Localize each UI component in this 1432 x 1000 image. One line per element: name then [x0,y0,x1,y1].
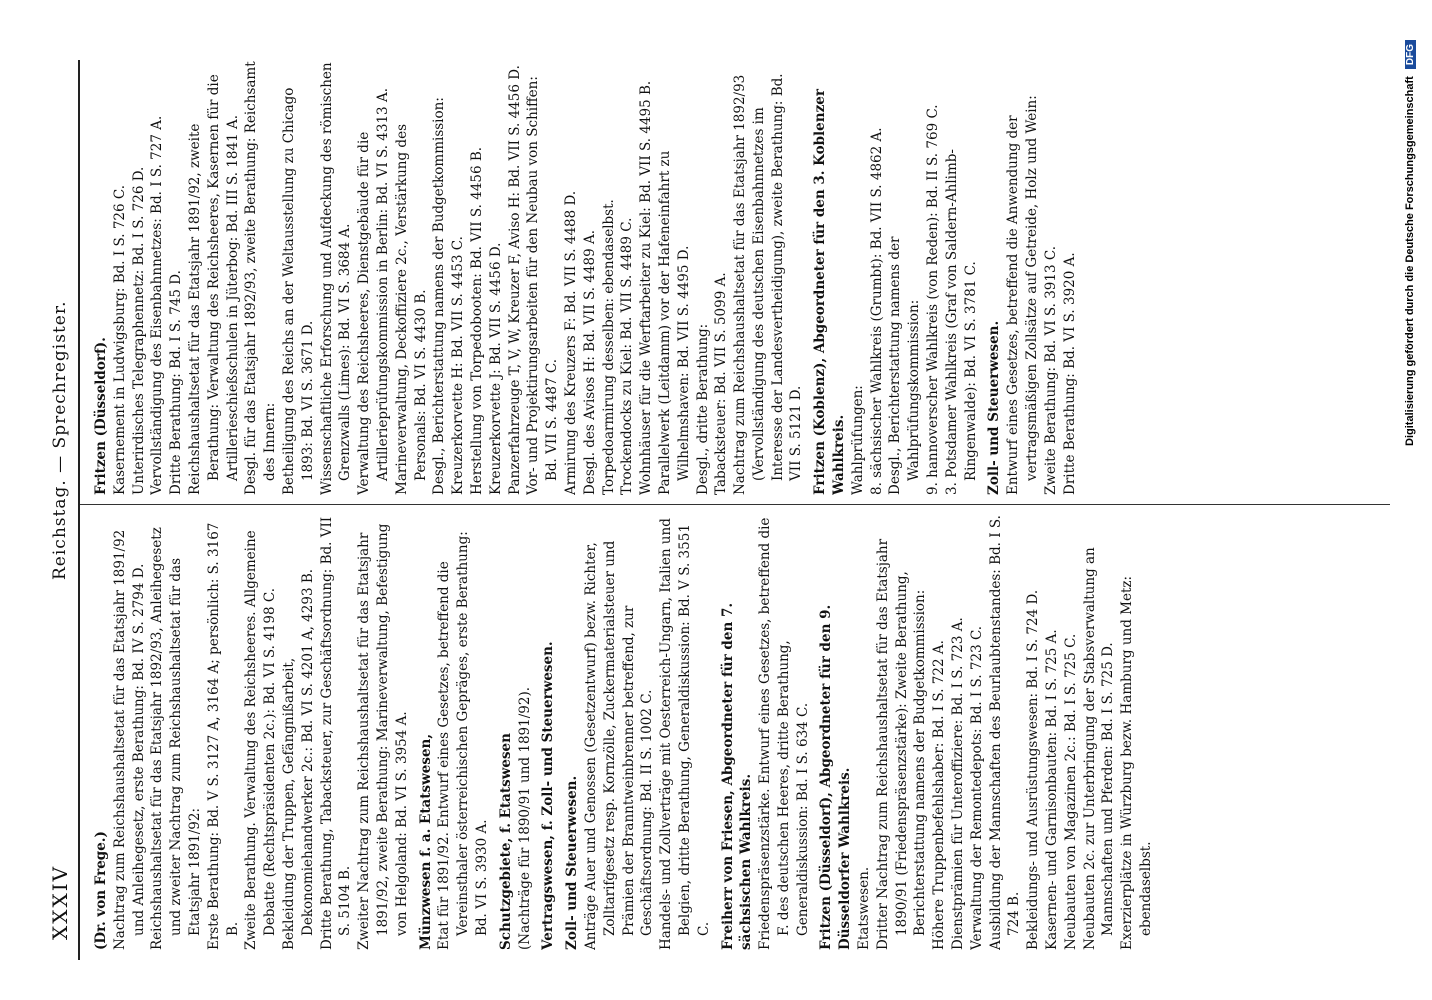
entry-line: Neubauten 2c. zur Unterbringung der Stabsverwaltung an Mannschaften und Pferden: Bd. I S. 725 D. [1081,547,1117,950]
entry-heading: Zoll- und Steuerwesen. [986,320,1003,495]
entry-line: Neubauten von Magazinen 2c.: Bd. I S. 725 C. [1062,633,1079,950]
register-entry [92,510,412,950]
entry-heading: Fritzen (Koblenz), Abgeordneter für den 3. Koblenzer Wahlkreis. [812,89,848,495]
entry-line: Vervollständigung des Eisenbahnnetzes: Bd. I S. 727 A. [149,115,166,495]
entry-line: Kreuzerkorvette J: Bd. VII S. 4456 D. [487,242,504,495]
register-entry [811,55,980,495]
entry-line: Ausbildung der Mannschaften des Beurlaubtenstandes: Bd. I S. 724 B. [987,515,1023,950]
digitization-footer [1404,0,1424,1000]
register-entry [817,510,1155,950]
page-number: XXXIV [48,864,72,940]
entry-line: Höhere Truppenbefehlshaber: Bd. I S. 722 A. [931,640,948,950]
entry-line: Desgl. für das Etatsjahr 1892/93, zweite Berathung: Reichsamt des Innern: [243,61,279,495]
entry-line: Etatswesen. [856,866,873,950]
entry-line: Dritte Berathung: Bd. I S. 745 D. [168,270,185,495]
entry-line: Zweite Berathung: Bd. VI S. 3913 C. [1042,245,1059,495]
entry-line: (Nachträge für 1890/91 und 1891/92). [516,686,533,950]
entry-line: Parallelwerk (Leitdamm) vor der Hafeneinfahrt zu Wilhelmshaven: Bd. VII S. 4495 D. [656,150,692,495]
register-entry [92,55,806,495]
entry-line: Dritte Berathung: Bd. VI S. 3920 A. [1061,252,1078,495]
entry-line: Wahlprüfungen: [849,385,866,495]
register-entry [539,510,558,950]
register-entry [985,55,1079,495]
entry-line: Herstellung von Torpedobooten: Bd. VII S. 4456 B. [468,146,485,495]
entry-line: Trockendocks zu Kiel: Bd. VII S. 4489 C. [619,217,636,495]
entry-line: Zweiter Nachtrag zum Reichshaushaltsetat für das Etatsjahr 1891/92, zweite Berathung: Marineverwaltung, Befestigung von Helgoland: Bd. VI S. 3954 A. [356,523,410,950]
entry-line: Etat für 1891/92. Entwurf eines Gesetzes, betreffend die Vereinsthaler österreichischen Gepräges, erste Berathung: Bd. VI S. 3930 A. [436,531,490,950]
entry-line: Marineverwaltung, Deckoffiziere 2c., Verstärkung des Personals: Bd. VI S. 4430 B. [393,124,429,495]
entry-line: Torpedoarmirung desselben: ebendaselbst. [600,199,617,495]
entry-line: Armirung des Kreuzers F: Bd. VII S. 4488 D. [562,190,579,495]
entry-line: Desgl., Berichterstattung namens der Wahlprüfungskommission: [887,236,923,495]
entry-line: Nachtrag zum Reichshaushaltsetat für das Etatsjahr 1892/93 (Vervollständigung des deutschen Eisenbahnnetzes im Interesse der Landesvertheidigung), zweite Berathung: Bd. VII S. 5121 D. [732,73,805,495]
digitization-note: Digitalisierung gefördert durch die Deutsche Forschungsgemeinschaft [1404,76,1416,446]
right-column [92,55,1382,495]
entry-line: Desgl., Berichterstattung namens der Budgetkommission: [431,97,448,495]
entry-line: Unterirdisches Telegraphennetz: Bd. I S. 726 D. [130,166,147,495]
left-column [92,510,1382,950]
register-entry [719,510,813,950]
entry-line: Reichshaushaltsetat für das Etatsjahr 1892/93, Anleihegesetz und zweiter Nachtrag zum Reichshaushaltsetat für das Etatsjahr 1891/92: [149,527,203,950]
header-rule [78,60,80,960]
entry-heading: (Dr. von Frege.) [93,831,109,950]
entry-line: Kreuzerkorvette H: Bd. VII S. 4453 C. [450,236,467,495]
entry-line: Wissenschaftliche Erforschung und Aufdeckung des römischen Grenzwalls (Limes): Bd. VI S. 3684 A. [318,62,354,495]
entry-line: Desgl., dritte Berathung: [694,323,711,495]
entry-heading: Schutzgebiete, f. Etatswesen [497,733,514,950]
entry-line: Zweite Berathung. Verwaltung des Reichsheeres. Allgemeine Debatte (Rechtspräsidenten 2c.): Bd. VI S. 4198 C. [243,530,279,950]
entry-line: Erste Berathung: Bd. V S. 3127 A, 3164 A; persönlich: S. 3167 B. [205,522,241,950]
entry-line: Dienstprämien für Unteroffiziere: Bd. I S. 723 A. [950,617,967,950]
entry-line: Kasernen- und Garnisonbauten: Bd. I S. 725 A. [1044,629,1061,950]
entry-line: Verwaltung des Reichsheeres, Dienstgebäude für die Artillerieprüfungskommission in Berlin: Bd. VI S. 4313 A. [356,88,391,495]
entry-line: Verwaltung der Remontedepots: Bd. I S. 723 C. [968,625,985,950]
entry-line: Reichshaushaltsetat für das Etatsjahr 1891/92, zweite Berathung: Verwaltung des Reichsheeres, Kasernen für die Artillerieschießschulen in Jüterbog: Bd. III S. 1841 A. [186,74,241,495]
column-separator [80,504,1390,505]
register-entry [563,510,713,950]
entry-heading: Münzwesen f. a. Etatswesen, [417,733,434,950]
entry-line: Tabacksteuer: Bd. VII S. 5099 A. [713,272,730,495]
entry-heading: Zoll- und Steuerwesen. [564,775,581,950]
entry-line: Betheiligung des Reichs an der Weltausstellung zu Chicago 1893: Bd. VI S. 3671 D. [280,87,316,495]
entry-line: 3. Potsdamer Wahlkreis (Graf von Saldern-Ahlimb-Ringenwalde): Bd. VI S. 3781 C. [943,149,979,495]
entry-heading: Freiherr von Friesen, Abgeordneter für den 7. sächsischen Wahlkreis. [719,602,755,950]
register-entry [497,510,535,950]
entry-line: 9. hannoverscher Wahlkreis (von Reden): Bd. II S. 769 C. [925,104,942,495]
entry-line: Wohnhäuser für die Werftarbeiter zu Kiel: Bd. VII S. 4495 B. [638,80,655,495]
entry-line: Desgl. des Avisos H: Bd. VII S. 4489 A. [581,229,598,495]
entry-heading: Vertragswesen, f. Zoll- und Steuerwesen. [540,641,557,950]
entry-line: Vor- und Projektirungsarbeiten für den Neubau von Schiffen: Bd. VII S. 4487 C. [525,76,561,495]
entry-line: Nachtrag zum Reichshaushaltsetat für das Etatsjahr 1891/92 und Anleihegesetz, erste Berathung: Bd. IV S. 2794 D. [111,529,147,950]
entry-line: Dritter Nachtrag zum Reichshaushaltsetat für das Etatsjahr 1890/91 (Friedenspräsenzstärke): Zweite Berathung, Berichterstattung namens der Budgetkommission: [874,538,929,950]
entry-line: Friedenspräsenzstärke. Entwurf eines Gesetzes, betreffend die F. des deutschen Heeres, dritte Berathung, Generaldiskussion: Bd. I S. 634 C. [757,517,811,950]
page-header [38,60,78,960]
entry-line: Bekleidungs- und Ausrüstungswesen: Bd. I S. 724 D. [1025,589,1042,950]
entry-line: Bekleidung der Truppen, Gefängnißarbeit, Dekonomiehandwerker 2c.: Bd. VI S. 4201 A, 4293 B. [280,568,316,950]
dfg-logo: DFG [1405,40,1416,69]
entry-line: Kasernement in Ludwigsburg: Bd. I S. 726 C. [111,184,128,495]
entry-line: Exerzierplätze in Würzburg bezw. Hamburg und Metz: ebendaselbst. [1119,575,1155,950]
entry-line: Anträge Auer und Genossen (Gesetzentwurf) bezw. Richter, Zolltarifgesetz resp. Kornzölle, Zuckermaterialsteuer und Prämien der Branntweinbrenner betreffend, zur Geschäftsordnung: Bd. II S. 1002 C. [582,540,656,950]
entry-line: 8. sächsischer Wahlkreis (Grumbt): Bd. VII S. 4862 A. [868,127,885,495]
entry-line: Handels- und Zollverträge mit Oesterreich-Ungarn, Italien und Belgien, dritte Berathung, Generaldiskussion: Bd. V S. 3551 C. [658,518,712,950]
entry-heading: Fritzen (Düsseldorf). [93,337,109,495]
entry-line: Entwurf eines Gesetzes, betreffend die Anwendung der vertragsmäßigen Zollsätze auf Getreide, Holz und Wein: [1005,95,1041,495]
entry-heading: Fritzen (Düsseldorf), Abgeordneter für den 9. Düsseldorfer Wahlkreis. [818,604,854,950]
entry-line: Dritte Berathung, Tabacksteuer, zur Geschäftsordnung: Bd. VII S. 5104 B. [318,516,354,950]
register-entry [417,510,492,950]
running-title: Reichstag. — Sprechregister. [50,300,70,580]
entry-line: Panzerfahrzeuge T, V, W, Kreuzer F, Aviso H: Bd. VII S. 4456 D. [506,65,523,495]
